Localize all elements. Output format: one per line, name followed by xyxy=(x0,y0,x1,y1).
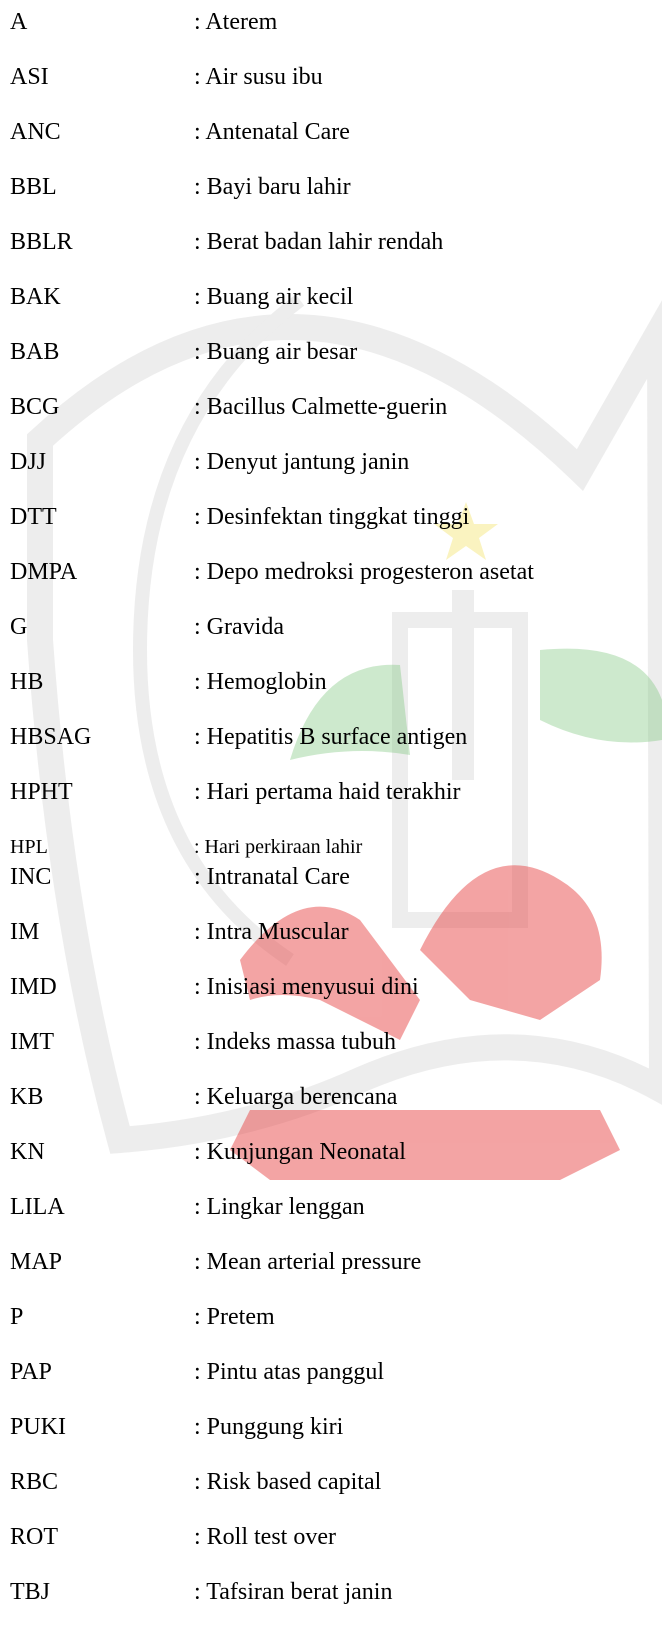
list-item xyxy=(0,222,662,262)
list-item xyxy=(0,552,662,592)
abbreviation-term: LILA xyxy=(10,1194,65,1220)
abbreviation-term: PUKI xyxy=(10,1414,67,1440)
list-item xyxy=(0,387,662,427)
abbreviation-term: A xyxy=(10,9,28,35)
abbreviation-definition: : Pintu atas panggul xyxy=(194,1359,384,1385)
abbreviation-definition: : Lingkar lenggan xyxy=(194,1194,365,1220)
list-item xyxy=(0,1132,662,1172)
list-item xyxy=(0,607,662,647)
list-item xyxy=(0,1517,662,1557)
abbreviation-term: BBL xyxy=(10,174,57,200)
abbreviation-term: RBC xyxy=(10,1469,59,1495)
abbreviation-definition: : Bayi baru lahir xyxy=(194,174,351,200)
abbreviation-term: HPHT xyxy=(10,779,73,805)
abbreviation-term: IMD xyxy=(10,974,57,1000)
abbreviation-term: PAP xyxy=(10,1359,52,1385)
abbreviation-definition: : Tafsiran berat janin xyxy=(194,1579,393,1605)
abbreviation-definition: : Risk based capital xyxy=(194,1469,382,1495)
abbreviation-definition: : Buang air besar xyxy=(194,339,358,365)
abbreviation-term: BAK xyxy=(10,284,61,310)
abbreviation-definition: : Inisiasi menyusui dini xyxy=(194,974,419,1000)
abbreviation-term: MAP xyxy=(10,1249,63,1275)
abbreviation-definition: : Intranatal Care xyxy=(194,864,350,890)
abbreviation-definition: : Roll test over xyxy=(194,1524,336,1550)
abbreviation-term: BBLR xyxy=(10,229,73,255)
list-item xyxy=(0,2,662,42)
abbreviation-term: IMT xyxy=(10,1029,54,1055)
abbreviation-term: G xyxy=(10,614,28,640)
abbreviation-term: P xyxy=(10,1304,24,1330)
abbreviation-term: BCG xyxy=(10,394,60,420)
abbreviation-definition: : Aterem xyxy=(194,9,278,35)
abbreviation-definition: : Buang air kecil xyxy=(194,284,354,310)
list-item xyxy=(0,442,662,482)
abbreviation-term: DMPA xyxy=(10,559,78,585)
list-item xyxy=(0,1462,662,1502)
list-item xyxy=(0,1297,662,1337)
abbreviation-definition: : Intra Muscular xyxy=(194,919,349,945)
abbreviation-definition: : Hemoglobin xyxy=(194,669,327,695)
abbreviation-term: ANC xyxy=(10,119,61,145)
abbreviation-definition: : Antenatal Care xyxy=(194,119,350,145)
abbreviation-term: DTT xyxy=(10,504,57,530)
abbreviation-term: KN xyxy=(10,1139,45,1165)
abbreviation-term: IM xyxy=(10,919,40,945)
list-item xyxy=(0,1022,662,1062)
abbreviation-definition: : Hari perkiraan lahir xyxy=(194,836,363,858)
list-item xyxy=(0,1352,662,1392)
list-item xyxy=(0,772,662,812)
abbreviation-term: ROT xyxy=(10,1524,58,1550)
list-item xyxy=(0,662,662,702)
abbreviation-term: HBSAG xyxy=(10,724,92,750)
abbreviation-definition: : Indeks massa tubuh xyxy=(194,1029,396,1055)
list-item xyxy=(0,912,662,952)
list-item xyxy=(0,497,662,537)
abbreviation-term: BAB xyxy=(10,339,60,365)
abbreviation-term: HPL xyxy=(10,836,48,858)
abbreviation-definition: : Bacillus Calmette-guerin xyxy=(194,394,448,420)
abbreviation-definition: : Desinfektan tinggkat tinggi xyxy=(194,504,470,530)
abbreviation-term: TBJ xyxy=(10,1579,51,1605)
abbreviation-term: ASI xyxy=(10,64,49,90)
list-item xyxy=(0,112,662,152)
list-item xyxy=(0,967,662,1007)
abbreviation-term: DJJ xyxy=(10,449,47,475)
abbreviation-definition: : Gravida xyxy=(194,614,284,640)
list-item xyxy=(0,1242,662,1282)
abbreviation-definition: : Pretem xyxy=(194,1304,275,1330)
list-item xyxy=(0,277,662,317)
abbreviation-definition: : Air susu ibu xyxy=(194,64,323,90)
abbreviation-definition: : Hari pertama haid terakhir xyxy=(194,779,461,805)
list-item xyxy=(0,1572,662,1612)
list-item xyxy=(0,1077,662,1117)
abbreviation-definition: : Hepatitis B surface antigen xyxy=(194,724,468,750)
list-item xyxy=(0,1187,662,1227)
list-item xyxy=(0,167,662,207)
list-item xyxy=(0,1407,662,1447)
abbreviation-definition: : Denyut jantung janin xyxy=(194,449,410,475)
abbreviation-term: INC xyxy=(10,864,52,890)
abbreviation-term: KB xyxy=(10,1084,44,1110)
abbreviation-definition: : Punggung kiri xyxy=(194,1414,344,1440)
list-item xyxy=(0,57,662,97)
abbreviation-definition: : Kunjungan Neonatal xyxy=(194,1139,406,1165)
list-item xyxy=(0,717,662,757)
abbreviation-term: HB xyxy=(10,669,44,695)
abbreviation-definition: : Berat badan lahir rendah xyxy=(194,229,444,255)
abbreviation-definition: : Keluarga berencana xyxy=(194,1084,398,1110)
list-item xyxy=(0,857,662,897)
abbreviation-definition: : Mean arterial pressure xyxy=(194,1249,422,1275)
abbreviation-definition: : Depo medroksi progesteron asetat xyxy=(194,559,534,585)
list-item xyxy=(0,332,662,372)
